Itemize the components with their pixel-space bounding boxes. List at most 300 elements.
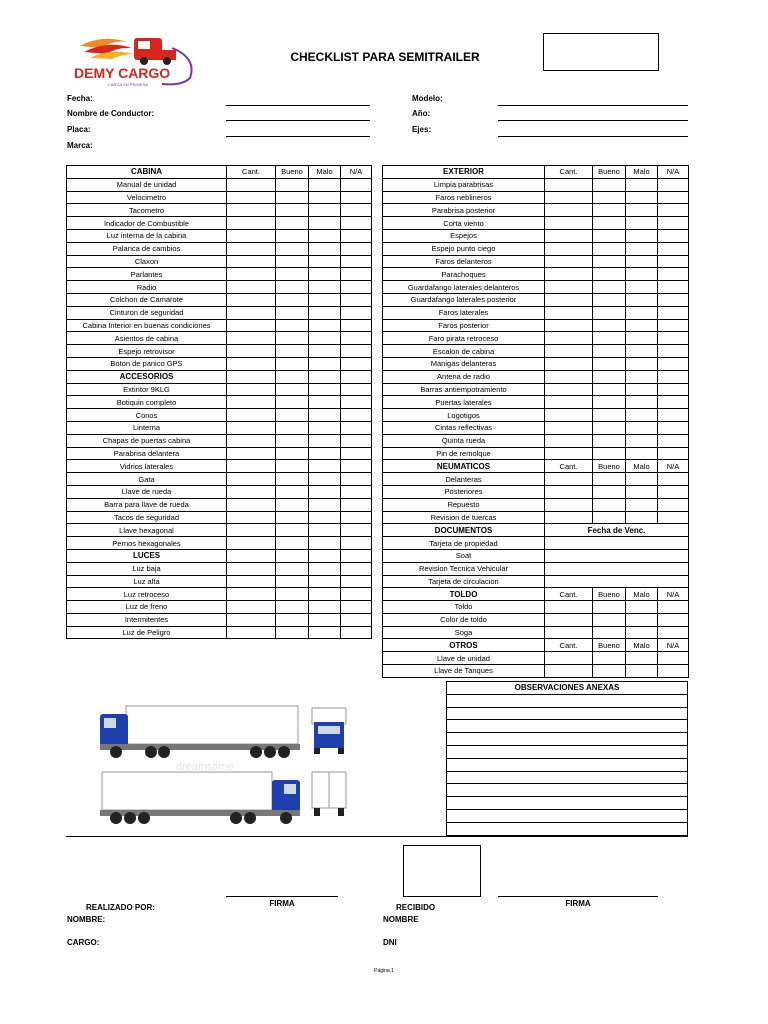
check-cell[interactable] bbox=[276, 575, 309, 588]
item-label: Palanca de cambios bbox=[67, 242, 227, 255]
check-cell[interactable] bbox=[341, 332, 372, 345]
check-cell[interactable] bbox=[658, 485, 689, 498]
check-cell[interactable] bbox=[545, 447, 593, 460]
check-cell[interactable] bbox=[227, 396, 276, 409]
check-cell[interactable] bbox=[276, 588, 309, 601]
check-cell[interactable] bbox=[341, 409, 372, 422]
check-cell[interactable] bbox=[309, 383, 341, 396]
observation-cell[interactable] bbox=[447, 707, 688, 720]
check-cell[interactable] bbox=[341, 255, 372, 268]
check-cell[interactable] bbox=[658, 652, 689, 665]
check-cell[interactable] bbox=[626, 626, 658, 639]
check-cell[interactable] bbox=[658, 204, 689, 217]
check-cell[interactable] bbox=[341, 613, 372, 626]
check-cell[interactable] bbox=[276, 306, 309, 319]
item-label: Escalon de cabina bbox=[383, 345, 545, 358]
check-cell[interactable] bbox=[309, 281, 341, 294]
check-cell[interactable] bbox=[309, 498, 341, 511]
check-cell[interactable] bbox=[341, 485, 372, 498]
check-cell[interactable] bbox=[276, 626, 309, 639]
check-cell[interactable] bbox=[593, 652, 626, 665]
right-checklist-table bbox=[382, 165, 689, 678]
check-cell[interactable] bbox=[593, 485, 626, 498]
check-cell[interactable] bbox=[276, 319, 309, 332]
fecha-venc-cell[interactable] bbox=[545, 575, 689, 588]
check-cell[interactable] bbox=[545, 306, 593, 319]
check-cell[interactable] bbox=[593, 613, 626, 626]
check-cell[interactable] bbox=[309, 319, 341, 332]
check-cell[interactable] bbox=[626, 204, 658, 217]
check-cell[interactable] bbox=[626, 383, 658, 396]
check-cell[interactable] bbox=[545, 434, 593, 447]
check-cell[interactable] bbox=[276, 562, 309, 575]
check-cell[interactable] bbox=[227, 421, 276, 434]
check-cell[interactable] bbox=[593, 281, 626, 294]
check-cell[interactable] bbox=[309, 421, 341, 434]
check-cell[interactable] bbox=[593, 204, 626, 217]
check-cell[interactable] bbox=[227, 293, 276, 306]
check-cell[interactable] bbox=[341, 268, 372, 281]
check-cell[interactable] bbox=[658, 396, 689, 409]
watermark-text: dreamstime bbox=[176, 761, 234, 773]
check-cell[interactable] bbox=[626, 345, 658, 358]
check-cell[interactable] bbox=[658, 255, 689, 268]
check-cell[interactable] bbox=[658, 409, 689, 422]
check-cell[interactable] bbox=[341, 242, 372, 255]
check-cell[interactable] bbox=[593, 383, 626, 396]
observation-cell[interactable] bbox=[447, 822, 688, 835]
check-cell[interactable] bbox=[341, 293, 372, 306]
check-cell[interactable] bbox=[545, 383, 593, 396]
check-cell[interactable] bbox=[309, 447, 341, 460]
observation-cell[interactable] bbox=[447, 733, 688, 746]
check-cell[interactable] bbox=[227, 447, 276, 460]
check-cell[interactable] bbox=[593, 396, 626, 409]
check-cell[interactable] bbox=[276, 293, 309, 306]
check-cell[interactable] bbox=[276, 281, 309, 294]
check-cell[interactable] bbox=[309, 268, 341, 281]
check-cell[interactable] bbox=[227, 217, 276, 230]
check-cell[interactable] bbox=[227, 332, 276, 345]
check-cell[interactable] bbox=[545, 332, 593, 345]
check-cell[interactable] bbox=[309, 613, 341, 626]
check-cell[interactable] bbox=[227, 383, 276, 396]
check-cell[interactable] bbox=[227, 409, 276, 422]
check-cell[interactable] bbox=[545, 396, 593, 409]
check-cell[interactable] bbox=[626, 357, 658, 370]
ejes-input-line[interactable] bbox=[498, 136, 688, 137]
checklist-row bbox=[67, 255, 372, 268]
check-cell[interactable] bbox=[309, 575, 341, 588]
check-cell[interactable] bbox=[309, 293, 341, 306]
check-cell[interactable] bbox=[341, 229, 372, 242]
check-cell[interactable] bbox=[658, 281, 689, 294]
check-cell[interactable] bbox=[227, 345, 276, 358]
check-cell[interactable] bbox=[626, 485, 658, 498]
check-cell[interactable] bbox=[593, 370, 626, 383]
checklist-row bbox=[67, 485, 372, 498]
check-cell[interactable] bbox=[593, 293, 626, 306]
check-cell[interactable] bbox=[626, 191, 658, 204]
check-cell[interactable] bbox=[593, 255, 626, 268]
check-cell[interactable] bbox=[593, 217, 626, 230]
check-cell[interactable] bbox=[658, 447, 689, 460]
check-cell[interactable] bbox=[626, 665, 658, 678]
fecha-venc-cell[interactable] bbox=[545, 562, 689, 575]
check-cell[interactable] bbox=[626, 601, 658, 614]
check-cell[interactable] bbox=[658, 306, 689, 319]
check-cell[interactable] bbox=[658, 498, 689, 511]
check-cell[interactable] bbox=[309, 345, 341, 358]
check-cell[interactable] bbox=[341, 204, 372, 217]
check-cell[interactable] bbox=[593, 511, 626, 524]
ano-input-line[interactable] bbox=[498, 120, 688, 121]
check-cell[interactable] bbox=[341, 383, 372, 396]
check-cell[interactable] bbox=[276, 396, 309, 409]
check-cell[interactable] bbox=[545, 601, 593, 614]
check-cell[interactable] bbox=[545, 319, 593, 332]
check-cell[interactable] bbox=[341, 473, 372, 486]
check-cell[interactable] bbox=[227, 191, 276, 204]
check-cell[interactable] bbox=[309, 191, 341, 204]
check-cell[interactable] bbox=[545, 229, 593, 242]
check-cell[interactable] bbox=[545, 293, 593, 306]
check-cell[interactable] bbox=[227, 524, 276, 537]
check-cell[interactable] bbox=[658, 332, 689, 345]
check-cell[interactable] bbox=[593, 626, 626, 639]
check-cell[interactable] bbox=[309, 409, 341, 422]
check-cell[interactable] bbox=[341, 511, 372, 524]
check-cell[interactable] bbox=[658, 178, 689, 191]
check-cell[interactable] bbox=[626, 447, 658, 460]
check-cell[interactable] bbox=[276, 409, 309, 422]
check-cell[interactable] bbox=[276, 537, 309, 550]
check-cell[interactable] bbox=[276, 357, 309, 370]
check-cell[interactable] bbox=[626, 652, 658, 665]
check-cell[interactable] bbox=[545, 357, 593, 370]
check-cell[interactable] bbox=[276, 255, 309, 268]
check-cell[interactable] bbox=[658, 665, 689, 678]
check-cell[interactable] bbox=[545, 370, 593, 383]
observation-cell[interactable] bbox=[447, 784, 688, 797]
checklist-row bbox=[67, 613, 372, 626]
observation-cell[interactable] bbox=[447, 797, 688, 810]
check-cell[interactable] bbox=[545, 268, 593, 281]
check-cell[interactable] bbox=[658, 242, 689, 255]
check-cell[interactable] bbox=[276, 460, 309, 473]
col-na: N/A bbox=[658, 460, 689, 473]
item-label: Repuesto bbox=[383, 498, 545, 511]
check-cell[interactable] bbox=[341, 357, 372, 370]
check-cell[interactable] bbox=[593, 409, 626, 422]
observaciones-table bbox=[446, 681, 688, 836]
check-cell[interactable] bbox=[309, 306, 341, 319]
check-cell[interactable] bbox=[658, 601, 689, 614]
check-cell[interactable] bbox=[227, 498, 276, 511]
check-cell[interactable] bbox=[227, 306, 276, 319]
check-cell[interactable] bbox=[593, 447, 626, 460]
check-cell[interactable] bbox=[341, 537, 372, 550]
check-cell[interactable] bbox=[545, 511, 593, 524]
check-cell[interactable] bbox=[341, 447, 372, 460]
check-cell[interactable] bbox=[276, 345, 309, 358]
check-cell[interactable] bbox=[276, 434, 309, 447]
check-cell[interactable] bbox=[341, 588, 372, 601]
check-cell[interactable] bbox=[309, 178, 341, 191]
check-cell[interactable] bbox=[593, 178, 626, 191]
check-cell[interactable] bbox=[341, 281, 372, 294]
firma-line-left[interactable] bbox=[226, 896, 338, 897]
check-cell[interactable] bbox=[309, 473, 341, 486]
check-cell[interactable] bbox=[626, 332, 658, 345]
observation-cell[interactable] bbox=[447, 809, 688, 822]
check-cell[interactable] bbox=[658, 268, 689, 281]
checklist-row bbox=[383, 357, 689, 370]
check-cell[interactable] bbox=[227, 626, 276, 639]
fecha-input-line[interactable] bbox=[226, 105, 370, 106]
check-cell[interactable] bbox=[276, 421, 309, 434]
col-cant: Cant. bbox=[545, 460, 593, 473]
modelo-input-line[interactable] bbox=[498, 105, 688, 106]
check-cell[interactable] bbox=[309, 255, 341, 268]
check-cell[interactable] bbox=[309, 229, 341, 242]
check-cell[interactable] bbox=[545, 473, 593, 486]
check-cell[interactable] bbox=[626, 409, 658, 422]
check-cell[interactable] bbox=[227, 511, 276, 524]
check-cell[interactable] bbox=[658, 357, 689, 370]
check-cell[interactable] bbox=[593, 421, 626, 434]
check-cell[interactable] bbox=[341, 562, 372, 575]
check-cell[interactable] bbox=[276, 242, 309, 255]
check-cell[interactable] bbox=[276, 204, 309, 217]
check-cell[interactable] bbox=[309, 460, 341, 473]
check-cell[interactable] bbox=[626, 613, 658, 626]
check-cell[interactable] bbox=[309, 217, 341, 230]
check-cell[interactable] bbox=[341, 460, 372, 473]
check-cell[interactable] bbox=[227, 575, 276, 588]
check-cell[interactable] bbox=[545, 191, 593, 204]
check-cell[interactable] bbox=[593, 306, 626, 319]
check-cell[interactable] bbox=[276, 217, 309, 230]
fecha-venc-cell[interactable] bbox=[545, 549, 689, 562]
check-cell[interactable] bbox=[227, 473, 276, 486]
check-cell[interactable] bbox=[227, 268, 276, 281]
check-cell[interactable] bbox=[658, 345, 689, 358]
check-cell[interactable] bbox=[309, 537, 341, 550]
check-cell[interactable] bbox=[341, 345, 372, 358]
stamp-box bbox=[543, 33, 659, 71]
check-cell[interactable] bbox=[545, 242, 593, 255]
check-cell[interactable] bbox=[626, 178, 658, 191]
check-cell[interactable] bbox=[658, 473, 689, 486]
check-cell[interactable] bbox=[626, 306, 658, 319]
check-cell[interactable] bbox=[658, 434, 689, 447]
check-cell[interactable] bbox=[341, 178, 372, 191]
check-cell[interactable] bbox=[227, 242, 276, 255]
check-cell[interactable] bbox=[626, 268, 658, 281]
check-cell[interactable] bbox=[626, 396, 658, 409]
check-cell[interactable] bbox=[227, 229, 276, 242]
check-cell[interactable] bbox=[276, 524, 309, 537]
check-cell[interactable] bbox=[626, 255, 658, 268]
check-cell[interactable] bbox=[626, 242, 658, 255]
check-cell[interactable] bbox=[626, 229, 658, 242]
check-cell[interactable] bbox=[276, 447, 309, 460]
check-cell[interactable] bbox=[227, 460, 276, 473]
check-cell[interactable] bbox=[593, 332, 626, 345]
check-cell[interactable] bbox=[276, 498, 309, 511]
check-cell[interactable] bbox=[658, 370, 689, 383]
check-cell[interactable] bbox=[545, 255, 593, 268]
check-cell[interactable] bbox=[545, 626, 593, 639]
check-cell[interactable] bbox=[626, 281, 658, 294]
check-cell[interactable] bbox=[276, 511, 309, 524]
check-cell[interactable] bbox=[626, 293, 658, 306]
check-cell[interactable] bbox=[227, 485, 276, 498]
check-cell[interactable] bbox=[545, 409, 593, 422]
observation-cell[interactable] bbox=[447, 720, 688, 733]
observation-cell[interactable] bbox=[447, 771, 688, 784]
check-cell[interactable] bbox=[593, 498, 626, 511]
check-cell[interactable] bbox=[545, 485, 593, 498]
check-cell[interactable] bbox=[309, 601, 341, 614]
placa-input-line[interactable] bbox=[226, 136, 370, 137]
check-cell[interactable] bbox=[227, 204, 276, 217]
check-cell[interactable] bbox=[545, 613, 593, 626]
check-cell[interactable] bbox=[593, 601, 626, 614]
check-cell[interactable] bbox=[227, 255, 276, 268]
check-cell[interactable] bbox=[658, 511, 689, 524]
check-cell[interactable] bbox=[545, 421, 593, 434]
check-cell[interactable] bbox=[593, 242, 626, 255]
check-cell[interactable] bbox=[545, 665, 593, 678]
check-cell[interactable] bbox=[593, 268, 626, 281]
page-footer: Página 1 bbox=[374, 968, 394, 974]
check-cell[interactable] bbox=[593, 434, 626, 447]
check-cell[interactable] bbox=[593, 319, 626, 332]
check-cell[interactable] bbox=[658, 217, 689, 230]
check-cell[interactable] bbox=[227, 281, 276, 294]
fecha-venc-cell[interactable] bbox=[545, 537, 689, 550]
check-cell[interactable] bbox=[658, 626, 689, 639]
check-cell[interactable] bbox=[341, 396, 372, 409]
check-cell[interactable] bbox=[309, 434, 341, 447]
check-cell[interactable] bbox=[309, 485, 341, 498]
check-cell[interactable] bbox=[227, 562, 276, 575]
check-cell[interactable] bbox=[227, 537, 276, 550]
check-cell[interactable] bbox=[341, 626, 372, 639]
check-cell[interactable] bbox=[276, 268, 309, 281]
check-cell[interactable] bbox=[309, 524, 341, 537]
check-cell[interactable] bbox=[276, 485, 309, 498]
check-cell[interactable] bbox=[309, 562, 341, 575]
check-cell[interactable] bbox=[341, 524, 372, 537]
conductor-input-line[interactable] bbox=[226, 120, 370, 121]
check-cell[interactable] bbox=[545, 178, 593, 191]
firma-line-right[interactable] bbox=[498, 896, 658, 897]
check-cell[interactable] bbox=[545, 652, 593, 665]
check-cell[interactable] bbox=[545, 217, 593, 230]
check-cell[interactable] bbox=[593, 473, 626, 486]
check-cell[interactable] bbox=[309, 357, 341, 370]
observation-cell[interactable] bbox=[447, 745, 688, 758]
check-cell[interactable] bbox=[658, 421, 689, 434]
observation-cell[interactable] bbox=[447, 758, 688, 771]
check-cell[interactable] bbox=[227, 434, 276, 447]
check-cell[interactable] bbox=[658, 191, 689, 204]
check-cell[interactable] bbox=[658, 229, 689, 242]
check-cell[interactable] bbox=[341, 421, 372, 434]
check-cell[interactable] bbox=[341, 498, 372, 511]
check-cell[interactable] bbox=[545, 204, 593, 217]
check-cell[interactable] bbox=[658, 383, 689, 396]
check-cell[interactable] bbox=[276, 229, 309, 242]
item-label: Faros neblineros bbox=[383, 191, 545, 204]
check-cell[interactable] bbox=[341, 217, 372, 230]
check-cell[interactable] bbox=[593, 665, 626, 678]
check-cell[interactable] bbox=[626, 473, 658, 486]
check-cell[interactable] bbox=[276, 191, 309, 204]
check-cell[interactable] bbox=[227, 601, 276, 614]
check-cell[interactable] bbox=[626, 511, 658, 524]
check-cell[interactable] bbox=[545, 281, 593, 294]
check-cell[interactable] bbox=[309, 332, 341, 345]
checklist-row bbox=[67, 421, 372, 434]
check-cell[interactable] bbox=[593, 357, 626, 370]
check-cell[interactable] bbox=[341, 434, 372, 447]
check-cell[interactable] bbox=[626, 370, 658, 383]
check-cell[interactable] bbox=[593, 229, 626, 242]
check-cell[interactable] bbox=[658, 319, 689, 332]
check-cell[interactable] bbox=[276, 383, 309, 396]
check-cell[interactable] bbox=[626, 434, 658, 447]
check-cell[interactable] bbox=[658, 293, 689, 306]
check-cell[interactable] bbox=[227, 588, 276, 601]
check-cell[interactable] bbox=[309, 511, 341, 524]
check-cell[interactable] bbox=[309, 588, 341, 601]
check-cell[interactable] bbox=[341, 575, 372, 588]
check-cell[interactable] bbox=[309, 626, 341, 639]
observation-cell[interactable] bbox=[447, 694, 688, 707]
check-cell[interactable] bbox=[227, 319, 276, 332]
check-cell[interactable] bbox=[227, 178, 276, 191]
check-cell[interactable] bbox=[227, 613, 276, 626]
check-cell[interactable] bbox=[545, 345, 593, 358]
check-cell[interactable] bbox=[341, 601, 372, 614]
check-cell[interactable] bbox=[309, 242, 341, 255]
check-cell[interactable] bbox=[276, 601, 309, 614]
check-cell[interactable] bbox=[341, 306, 372, 319]
check-cell[interactable] bbox=[276, 178, 309, 191]
check-cell[interactable] bbox=[341, 319, 372, 332]
check-cell[interactable] bbox=[309, 396, 341, 409]
check-cell[interactable] bbox=[276, 332, 309, 345]
check-cell[interactable] bbox=[626, 421, 658, 434]
check-cell[interactable] bbox=[593, 191, 626, 204]
check-cell[interactable] bbox=[276, 473, 309, 486]
check-cell[interactable] bbox=[276, 613, 309, 626]
check-cell[interactable] bbox=[658, 613, 689, 626]
check-cell[interactable] bbox=[626, 217, 658, 230]
section-header-row bbox=[383, 639, 689, 652]
check-cell[interactable] bbox=[626, 498, 658, 511]
check-cell[interactable] bbox=[341, 191, 372, 204]
check-cell[interactable] bbox=[593, 345, 626, 358]
check-cell[interactable] bbox=[545, 498, 593, 511]
check-cell[interactable] bbox=[626, 319, 658, 332]
check-cell[interactable] bbox=[227, 357, 276, 370]
check-cell[interactable] bbox=[309, 204, 341, 217]
